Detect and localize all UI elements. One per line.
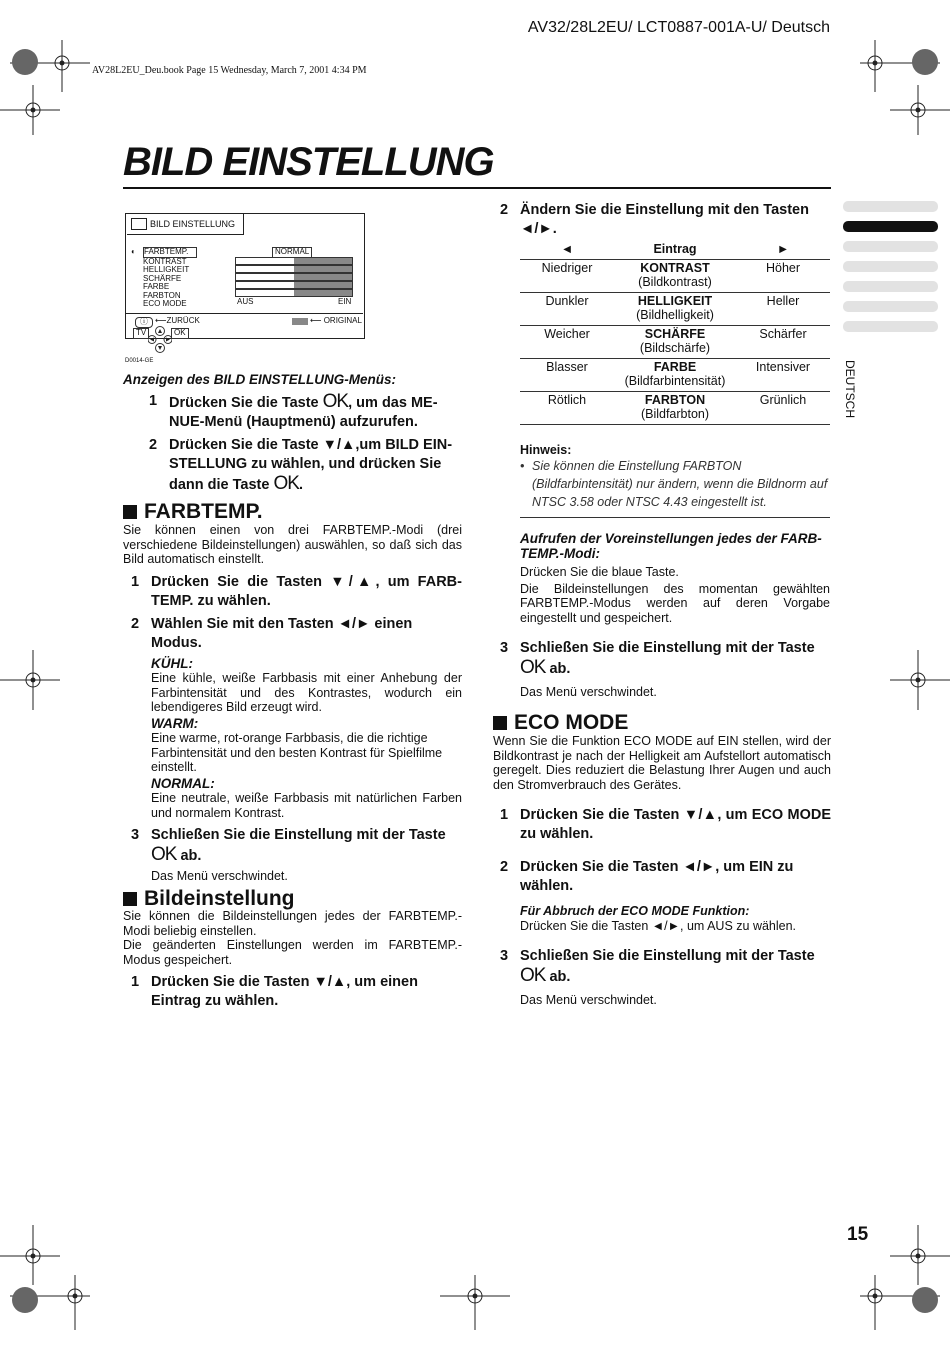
- section-tab: [843, 321, 938, 332]
- change-step-2: 2 Ändern Sie die Einstellung mit den Tasten ◄/►.: [500, 202, 809, 237]
- increase-arrow-icon: ►: [776, 242, 790, 256]
- table-header: [520, 241, 830, 259]
- farbtemp-intro: Sie können einen von drei FARBTEMP.-Modi (drei verschiedene Bildeinstellungen) auswählen, so daß sich das Bild automatisch einstellt.: [123, 523, 462, 566]
- farbtemp-step-3: 3 Schließen Sie die Einstellung mit der Taste OK ab.: [131, 827, 446, 865]
- right-column: [493, 201, 831, 1008]
- menu-closed-note: Das Menü verschwindet.: [151, 869, 288, 883]
- ok-button-symbol: OK: [322, 390, 349, 412]
- book-info-line: AV28L2EU_Deu.book Page 15 Wednesday, March 7, 2001 4:34 PM: [92, 65, 367, 76]
- table-header-eintrag: Eintrag: [653, 242, 697, 256]
- menu-closed-note: Das Menü verschwindet.: [520, 685, 657, 699]
- bild-step-1: 1 Drücken Sie die Tasten ▼/▲, um einen Eintrag zu wählen.: [131, 974, 418, 1009]
- mode-kuehl-text: Eine kühle, weiße Farbbasis mit einer Anhebung der Farbintensität und des Kontrastes, wodurch ein lebendigeres Bild erzeugt wird.: [151, 671, 462, 714]
- note-box: [520, 443, 830, 519]
- menu-open-caption: Anzeigen des BILD EINSTELLUNG-Menüs:: [123, 372, 397, 387]
- page-number: 15: [847, 1224, 869, 1245]
- info-button-icon: ⓘ: [135, 317, 153, 328]
- section-tab: [843, 201, 938, 212]
- menu-bar: [235, 273, 353, 281]
- close-step-3: 3 Schließen Sie die Einstellung mit der Taste OK ab.: [500, 640, 815, 678]
- section-square-icon: [123, 505, 137, 519]
- settings-table: [520, 241, 830, 425]
- menu-bar: [235, 289, 353, 297]
- blue-button-icon: [292, 318, 308, 325]
- note-item: • Sie können die Einstellung FARBTON (Bildfarbintensität) nur ändern, wenn die Bildnorm auf NTSC 3.58 oder NTSC 4.43 eingestellt ist.: [520, 459, 828, 509]
- preset-paragraph-1: Drücken Sie die blaue Taste.: [520, 565, 679, 579]
- section-tab-active: [843, 221, 938, 232]
- bild-paragraph-2: Die geänderten Einstellungen werden im FARBTEMP.-Modus gespeichert.: [123, 938, 462, 967]
- bild-paragraph-1: Sie können die Bildeinstellungen jedes der FARBTEMP.-Modi beliebig einstellen.: [123, 909, 462, 938]
- language-side-label: DEUTSCH: [843, 360, 857, 419]
- menu-closed-note: Das Menü verschwindet.: [520, 993, 657, 1007]
- section-tab: [843, 261, 938, 272]
- menu-item: FARBTON: [143, 290, 181, 300]
- left-column: [123, 373, 462, 1011]
- tv-button-icon: TV: [133, 328, 149, 339]
- eco-abort-label: Für Abbruch der ECO MODE Funktion:: [520, 904, 750, 918]
- menu-item: SCHÄRFE: [143, 273, 182, 283]
- table-row: Niedriger KONTRAST (Bildkontrast) Höher: [520, 259, 830, 292]
- menu-item: ECO MODE: [143, 299, 187, 308]
- menu-selector-icon: ◐: [131, 247, 136, 256]
- menu-ein-label: EIN: [338, 297, 352, 306]
- page-title: BILD EINSTELLUNG: [123, 140, 494, 184]
- menu-bar: [235, 265, 353, 273]
- eco-step-3: 3 Schließen Sie die Einstellung mit der Taste OK ab.: [500, 948, 815, 986]
- document-code: AV32/28L2EU/ LCT0887-001A-U/ Deutsch: [527, 19, 830, 36]
- farbtemp-step-2: 2 Wählen Sie mit den Tasten ◄/► einen Modus.: [131, 615, 413, 651]
- ok-button-symbol: OK: [520, 965, 546, 986]
- mode-warm-label: WARM:: [151, 715, 199, 731]
- mode-normal-label: NORMAL:: [151, 775, 215, 791]
- eco-abort-text: Drücken Sie die Tasten ◄/►, um AUS zu wählen.: [520, 918, 797, 933]
- mode-normal-text: Eine neutrale, weiße Farbbasis mit natürlichen Farben und normalem Kontrast.: [151, 791, 462, 820]
- menu-aus-label: AUS: [237, 297, 254, 306]
- menu-tab: [127, 214, 244, 235]
- menu-normal-value: NORMAL: [272, 247, 312, 258]
- section-square-icon: [123, 892, 137, 906]
- menu-bar: [235, 257, 353, 265]
- menu-item: FARBTEMP.: [143, 247, 197, 258]
- eco-step-1: 1 Drücken Sie die Tasten ▼/▲, um ECO MODE zu wählen.: [500, 807, 831, 842]
- menu-item: KONTRAST: [143, 256, 187, 266]
- farbtemp-heading: FARBTEMP.: [123, 505, 462, 520]
- preset-heading: Aufrufen der Voreinstellungen jedes der FARB-TEMP.-Modi:: [520, 531, 822, 561]
- dpad-icon: [148, 326, 172, 354]
- eco-mode-intro: Wenn Sie die Funktion ECO MODE auf EIN stellen, wird der Bildkontrast je nach der Helligkeit am Aufstellort automatisch geregelt. Dies reduziert die Belastung Ihrer Augen und auch den Stromverbrauch des Gerätes.: [493, 734, 831, 792]
- section-tab: [843, 301, 938, 312]
- section-tab: [843, 281, 938, 292]
- ok-button-symbol: OK: [151, 844, 177, 865]
- mode-kuehl-label: KÜHL:: [151, 655, 193, 671]
- tv-menu-icon: [131, 218, 147, 230]
- section-square-icon: [493, 716, 507, 730]
- menu-item: HELLIGKEIT: [143, 265, 190, 274]
- menu-item: FARBE: [143, 282, 170, 291]
- table-row: Rötlich FARBTON (Bildfarbton) Grünlich: [520, 391, 830, 424]
- eco-mode-heading: ECO MODE: [493, 716, 831, 731]
- open-step-2: 2 Drücken Sie die Taste ▼/▲,um BILD EIN-STELLUNG zu wählen, und drücken Sie dann die Taste OK.: [149, 436, 453, 494]
- menu-divider: [125, 313, 363, 314]
- mode-warm-text: Eine warme, rot-orange Farbbasis, die die richtige Farbintensität und den besten Kontrast für Spielfilme einstellt.: [151, 731, 443, 774]
- ok-button-symbol: OK: [273, 472, 299, 494]
- note-label: Hinweis:: [520, 442, 572, 457]
- menu-original-hint: ⟵ ORIGINAL: [310, 316, 362, 325]
- open-step-1: 1 Drücken Sie die Taste OK, um das ME-NUE-Menü (Hauptmenü) aufzurufen.: [149, 390, 438, 430]
- ok-button-icon: OK: [171, 328, 189, 339]
- section-tab: [843, 241, 938, 252]
- table-row: Dunkler HELLIGKEIT (Bildhelligkeit) Heller: [520, 292, 830, 325]
- menu-tab-title: BILD EINSTELLUNG: [150, 219, 236, 229]
- farbtemp-step-1: 1 Drücken Sie die Tasten ▼/▲, um FARB-TEMP. zu wählen.: [131, 573, 462, 609]
- eco-step-2: 2 Drücken Sie die Tasten ◄/►, um EIN zu wählen.: [500, 859, 794, 894]
- menu-bar: [235, 281, 353, 289]
- bildeinstellung-heading: Bildeinstellung: [123, 892, 462, 907]
- menu-item-list: [143, 247, 197, 309]
- menu-back-hint: ⟵ZURÜCK: [155, 316, 200, 325]
- table-row: Weicher SCHÄRFE (Bildschärfe) Schärfer: [520, 325, 830, 358]
- table-row: Blasser FARBE (Bildfarbintensität) Intensiver: [520, 358, 830, 391]
- preset-paragraph-2: Die Bildeinstellungen des momentan gewählten FARBTEMP.-Modus werden auf deren Vorgabe eingestellt und gespeichert.: [520, 581, 830, 625]
- title-divider: [123, 187, 831, 189]
- figure-code: D0014-GE: [125, 358, 154, 364]
- decrease-arrow-icon: ◄: [560, 242, 574, 256]
- ok-button-symbol: OK: [520, 657, 546, 678]
